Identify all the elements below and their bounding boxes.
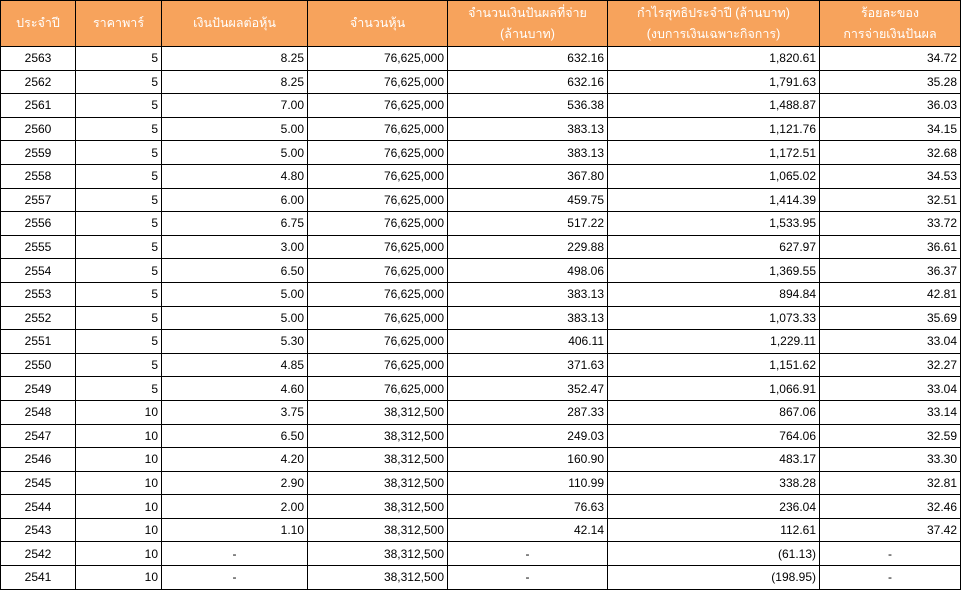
cell-payout-ratio: 33.04	[820, 377, 961, 401]
cell-net-profit: 764.06	[608, 424, 820, 448]
cell-par-value: 5	[76, 306, 162, 330]
cell-par-value: 5	[76, 377, 162, 401]
table-row	[1, 70, 961, 94]
cell-par-value: 5	[76, 94, 162, 118]
cell-net-profit: (61.13)	[608, 542, 820, 566]
cell-year: 2541	[1, 566, 76, 590]
cell-dividend-paid: 76.63	[448, 495, 608, 519]
cell-net-profit: (198.95)	[608, 566, 820, 590]
cell-par-value: 10	[76, 566, 162, 590]
cell-dividend-paid: 383.13	[448, 141, 608, 165]
cell-dividend-per-share: 7.00	[162, 94, 308, 118]
cell-net-profit: 338.28	[608, 471, 820, 495]
table-row	[1, 117, 961, 141]
cell-share-count: 38,312,500	[308, 566, 448, 590]
cell-year: 2550	[1, 353, 76, 377]
cell-year: 2554	[1, 259, 76, 283]
cell-share-count: 76,625,000	[308, 235, 448, 259]
cell-net-profit: 1,151.62	[608, 353, 820, 377]
cell-year: 2545	[1, 471, 76, 495]
header-row	[1, 1, 961, 47]
table-row	[1, 164, 961, 188]
cell-dividend-paid: 383.13	[448, 282, 608, 306]
cell-payout-ratio: 32.68	[820, 141, 961, 165]
cell-share-count: 76,625,000	[308, 306, 448, 330]
cell-dividend-per-share: 3.75	[162, 400, 308, 424]
cell-dividend-paid: 517.22	[448, 212, 608, 236]
table-row	[1, 518, 961, 542]
cell-year: 2558	[1, 164, 76, 188]
cell-share-count: 76,625,000	[308, 188, 448, 212]
cell-payout-ratio: 36.37	[820, 259, 961, 283]
cell-net-profit: 867.06	[608, 400, 820, 424]
table-row	[1, 94, 961, 118]
cell-dividend-per-share: 4.80	[162, 164, 308, 188]
cell-year: 2546	[1, 448, 76, 472]
cell-payout-ratio: 36.03	[820, 94, 961, 118]
table-row	[1, 471, 961, 495]
col-header-dividend-paid: จำนวนเงินปันผลที่จ่าย (ล้านบาท)	[448, 1, 608, 47]
cell-share-count: 38,312,500	[308, 471, 448, 495]
cell-dividend-paid: 536.38	[448, 94, 608, 118]
cell-par-value: 5	[76, 141, 162, 165]
cell-dividend-paid: 406.11	[448, 330, 608, 354]
cell-payout-ratio: 35.69	[820, 306, 961, 330]
cell-payout-ratio: 33.14	[820, 400, 961, 424]
cell-par-value: 5	[76, 282, 162, 306]
cell-share-count: 38,312,500	[308, 518, 448, 542]
cell-payout-ratio: 32.81	[820, 471, 961, 495]
table-row	[1, 212, 961, 236]
cell-par-value: 5	[76, 330, 162, 354]
cell-payout-ratio: 34.15	[820, 117, 961, 141]
cell-payout-ratio: 34.72	[820, 47, 961, 71]
cell-net-profit: 1,791.63	[608, 70, 820, 94]
cell-dividend-per-share: 4.60	[162, 377, 308, 401]
cell-share-count: 38,312,500	[308, 495, 448, 519]
cell-net-profit: 627.97	[608, 235, 820, 259]
table-row	[1, 353, 961, 377]
cell-dividend-paid: 459.75	[448, 188, 608, 212]
cell-year: 2542	[1, 542, 76, 566]
col-header-year: ประจำปี	[1, 1, 76, 47]
table-row	[1, 330, 961, 354]
cell-share-count: 76,625,000	[308, 330, 448, 354]
cell-dividend-paid: 110.99	[448, 471, 608, 495]
cell-net-profit: 1,488.87	[608, 94, 820, 118]
cell-share-count: 76,625,000	[308, 117, 448, 141]
cell-payout-ratio: 33.30	[820, 448, 961, 472]
cell-share-count: 38,312,500	[308, 448, 448, 472]
cell-net-profit: 1,065.02	[608, 164, 820, 188]
cell-par-value: 10	[76, 471, 162, 495]
cell-share-count: 38,312,500	[308, 542, 448, 566]
table-row	[1, 235, 961, 259]
table-row	[1, 306, 961, 330]
cell-par-value: 5	[76, 164, 162, 188]
cell-dividend-paid: 160.90	[448, 448, 608, 472]
cell-share-count: 76,625,000	[308, 212, 448, 236]
cell-payout-ratio: -	[820, 542, 961, 566]
cell-net-profit: 1,820.61	[608, 47, 820, 71]
cell-year: 2560	[1, 117, 76, 141]
cell-dividend-paid: 371.63	[448, 353, 608, 377]
cell-par-value: 5	[76, 117, 162, 141]
cell-payout-ratio: 32.59	[820, 424, 961, 448]
cell-dividend-per-share: 5.00	[162, 306, 308, 330]
cell-year: 2559	[1, 141, 76, 165]
cell-dividend-per-share: 2.90	[162, 471, 308, 495]
cell-dividend-per-share: 5.00	[162, 282, 308, 306]
cell-payout-ratio: 36.61	[820, 235, 961, 259]
cell-dividend-paid: 632.16	[448, 47, 608, 71]
cell-par-value: 5	[76, 259, 162, 283]
cell-dividend-per-share: 5.30	[162, 330, 308, 354]
cell-dividend-per-share: 6.50	[162, 424, 308, 448]
table-row	[1, 377, 961, 401]
cell-par-value: 10	[76, 518, 162, 542]
cell-net-profit: 1,073.33	[608, 306, 820, 330]
table-body	[1, 47, 961, 590]
cell-year: 2556	[1, 212, 76, 236]
cell-dividend-per-share: 5.00	[162, 117, 308, 141]
cell-year: 2561	[1, 94, 76, 118]
table-row	[1, 495, 961, 519]
cell-dividend-per-share: 1.10	[162, 518, 308, 542]
cell-net-profit: 1,414.39	[608, 188, 820, 212]
cell-payout-ratio: -	[820, 566, 961, 590]
cell-share-count: 76,625,000	[308, 282, 448, 306]
cell-dividend-paid: 383.13	[448, 117, 608, 141]
cell-dividend-per-share: 4.20	[162, 448, 308, 472]
cell-net-profit: 112.61	[608, 518, 820, 542]
cell-payout-ratio: 34.53	[820, 164, 961, 188]
cell-dividend-paid: 287.33	[448, 400, 608, 424]
cell-payout-ratio: 32.46	[820, 495, 961, 519]
cell-dividend-per-share: 5.00	[162, 141, 308, 165]
cell-share-count: 76,625,000	[308, 377, 448, 401]
cell-payout-ratio: 35.28	[820, 70, 961, 94]
cell-payout-ratio: 32.51	[820, 188, 961, 212]
cell-share-count: 76,625,000	[308, 259, 448, 283]
cell-year: 2555	[1, 235, 76, 259]
cell-dividend-per-share: 6.50	[162, 259, 308, 283]
cell-par-value: 5	[76, 353, 162, 377]
cell-dividend-per-share: 6.75	[162, 212, 308, 236]
cell-dividend-per-share: -	[162, 566, 308, 590]
cell-par-value: 10	[76, 495, 162, 519]
cell-share-count: 76,625,000	[308, 141, 448, 165]
cell-year: 2557	[1, 188, 76, 212]
cell-dividend-per-share: 2.00	[162, 495, 308, 519]
table-row	[1, 400, 961, 424]
col-header-share-count: จำนวนหุ้น	[308, 1, 448, 47]
cell-net-profit: 1,066.91	[608, 377, 820, 401]
cell-year: 2543	[1, 518, 76, 542]
cell-net-profit: 1,172.51	[608, 141, 820, 165]
cell-net-profit: 236.04	[608, 495, 820, 519]
cell-payout-ratio: 37.42	[820, 518, 961, 542]
cell-par-value: 5	[76, 188, 162, 212]
cell-year: 2563	[1, 47, 76, 71]
table-row	[1, 448, 961, 472]
cell-par-value: 5	[76, 212, 162, 236]
cell-par-value: 10	[76, 400, 162, 424]
cell-year: 2548	[1, 400, 76, 424]
cell-year: 2547	[1, 424, 76, 448]
cell-dividend-per-share: 4.85	[162, 353, 308, 377]
cell-dividend-paid: -	[448, 542, 608, 566]
cell-dividend-paid: 229.88	[448, 235, 608, 259]
cell-payout-ratio: 42.81	[820, 282, 961, 306]
cell-year: 2549	[1, 377, 76, 401]
table-row	[1, 141, 961, 165]
cell-dividend-per-share: 6.00	[162, 188, 308, 212]
cell-dividend-paid: 42.14	[448, 518, 608, 542]
table-row	[1, 424, 961, 448]
cell-year: 2551	[1, 330, 76, 354]
cell-net-profit: 1,369.55	[608, 259, 820, 283]
cell-share-count: 76,625,000	[308, 94, 448, 118]
table-row	[1, 47, 961, 71]
cell-dividend-paid: 383.13	[448, 306, 608, 330]
col-header-dividend-per-share: เงินปันผลต่อหุ้น	[162, 1, 308, 47]
cell-net-profit: 1,533.95	[608, 212, 820, 236]
cell-dividend-per-share: 8.25	[162, 47, 308, 71]
table-row	[1, 259, 961, 283]
cell-year: 2552	[1, 306, 76, 330]
cell-share-count: 38,312,500	[308, 424, 448, 448]
cell-net-profit: 894.84	[608, 282, 820, 306]
cell-dividend-paid: 249.03	[448, 424, 608, 448]
cell-share-count: 38,312,500	[308, 400, 448, 424]
cell-share-count: 76,625,000	[308, 353, 448, 377]
table-row	[1, 282, 961, 306]
col-header-net-profit: กำไรสุทธิประจำปี (ล้านบาท) (งบการเงินเฉพาะกิจการ)	[608, 1, 820, 47]
cell-payout-ratio: 32.27	[820, 353, 961, 377]
cell-dividend-paid: 367.80	[448, 164, 608, 188]
cell-payout-ratio: 33.04	[820, 330, 961, 354]
table-row	[1, 188, 961, 212]
cell-par-value: 5	[76, 235, 162, 259]
cell-dividend-paid: 352.47	[448, 377, 608, 401]
col-header-payout-ratio: ร้อยละของ การจ่ายเงินปันผล	[820, 1, 961, 47]
cell-net-profit: 1,121.76	[608, 117, 820, 141]
cell-par-value: 5	[76, 70, 162, 94]
cell-par-value: 10	[76, 448, 162, 472]
cell-net-profit: 1,229.11	[608, 330, 820, 354]
col-header-par-value: ราคาพาร์	[76, 1, 162, 47]
cell-dividend-paid: 498.06	[448, 259, 608, 283]
cell-payout-ratio: 33.72	[820, 212, 961, 236]
cell-dividend-per-share: 3.00	[162, 235, 308, 259]
cell-year: 2553	[1, 282, 76, 306]
cell-par-value: 10	[76, 424, 162, 448]
cell-year: 2562	[1, 70, 76, 94]
table-row	[1, 542, 961, 566]
cell-par-value: 5	[76, 47, 162, 71]
cell-year: 2544	[1, 495, 76, 519]
cell-dividend-per-share: 8.25	[162, 70, 308, 94]
cell-share-count: 76,625,000	[308, 164, 448, 188]
cell-dividend-paid: 632.16	[448, 70, 608, 94]
cell-share-count: 76,625,000	[308, 70, 448, 94]
cell-dividend-paid: -	[448, 566, 608, 590]
cell-par-value: 10	[76, 542, 162, 566]
cell-net-profit: 483.17	[608, 448, 820, 472]
table-row	[1, 566, 961, 590]
cell-share-count: 76,625,000	[308, 47, 448, 71]
cell-dividend-per-share: -	[162, 542, 308, 566]
